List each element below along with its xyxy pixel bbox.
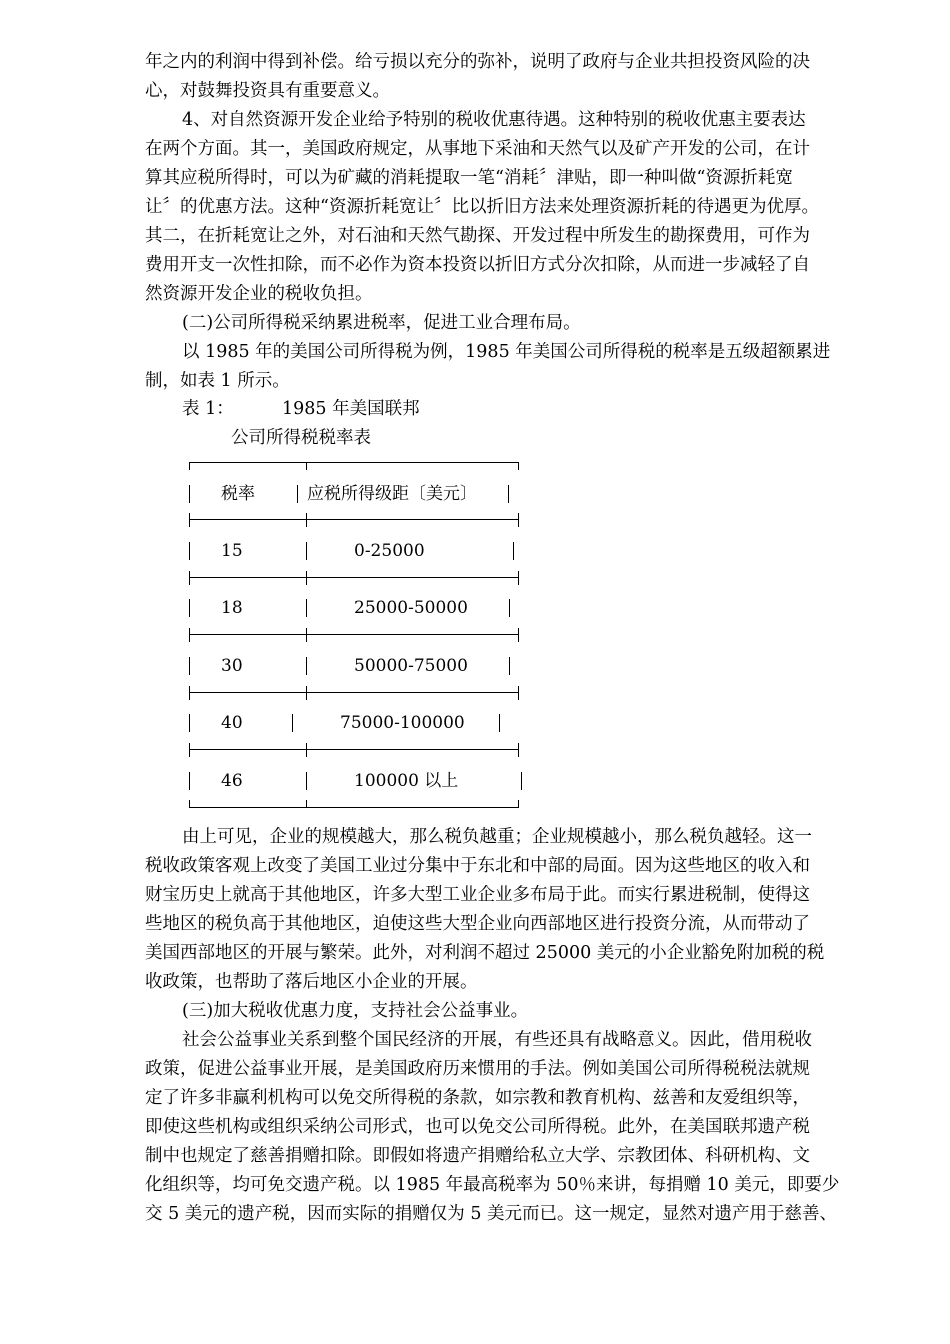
table-border (509, 657, 510, 675)
body-text-line: 4、对自然资源开发企业给予特别的税收优惠待遇。这种特别的税收优惠主要表达 (182, 110, 806, 130)
table-border (297, 485, 298, 503)
table-border (189, 462, 190, 470)
table-cell-rate: 15 (221, 541, 243, 561)
table-border (189, 628, 190, 642)
table-caption-title: 公司所得税税率表 (231, 428, 371, 448)
table-cell-rate: 18 (221, 598, 243, 618)
table-border (518, 571, 519, 585)
table-cell-bracket: 50000-75000 (354, 656, 468, 676)
table-cell-bracket: 0-25000 (354, 541, 425, 561)
table-border (518, 513, 519, 527)
table-border (306, 686, 307, 700)
table-rule (189, 692, 519, 693)
body-text-line: 定了许多非赢利机构可以免交所得税的条款，如宗教和教育机构、兹善和友爱组织等， (145, 1088, 810, 1108)
table-rule (189, 462, 519, 463)
table-border (189, 657, 190, 675)
table-rule (189, 749, 519, 750)
body-text-line: 制中也规定了慈善捐赠扣除。即假如将遗产捐赠给私立大学、宗教团体、科研机构、文 (145, 1146, 810, 1166)
body-text-line: 以 1985 年的美国公司所得税为例，1985 年美国公司所得税的税率是五级超额累进 (182, 342, 831, 362)
table-rule (189, 634, 519, 635)
body-text-line: 交 5 美元的遗产税，因而实际的捐赠仅为 5 美元而已。这一规定，显然对遗产用于慈善、 (145, 1204, 838, 1224)
body-text-line: 在两个方面。其一，美国政府规定，从事地下采油和天然气以及矿产开发的公司，在计 (145, 139, 810, 159)
table-border (306, 513, 307, 527)
table-caption-title: 1985 年美国联邦 (282, 399, 420, 419)
table-border (518, 462, 519, 470)
section-heading: (三)加大税收优惠力度，支持社会公益事业。 (182, 1001, 529, 1021)
body-text-line: 政策，促进公益事业开展，是美国政府历来惯用的手法。例如美国公司所得税税法就规 (145, 1059, 810, 1079)
table-border (513, 542, 514, 560)
body-text-line: 社会公益事业关系到整个国民经济的开展，有些还具有战略意义。因此，借用税收 (182, 1030, 812, 1050)
table-border (518, 628, 519, 642)
body-text-line: 年之内的利润中得到补偿。给亏损以充分的弥补，说明了政府与企业共担投资风险的决 (145, 52, 810, 72)
table-border (189, 599, 190, 617)
table-border (189, 772, 190, 790)
body-text-line: 税收政策客观上改变了美国工业过分集中于东北和中部的局面。因为这些地区的收入和 (145, 856, 810, 876)
table-border (189, 542, 190, 560)
table-border (306, 462, 307, 470)
body-text-line: 化组织等，均可免交遗产税。以 1985 年最高税率为 50％来讲，每捐赠 10 美元，即要少 (145, 1175, 840, 1195)
table-border (518, 743, 519, 757)
body-text-line: 其二，在折耗宽让之外，对石油和天然气勘探、开发过程中所发生的勘探费用，可作为 (145, 226, 810, 246)
table-rule (189, 807, 519, 808)
table-border (189, 571, 190, 585)
table-border (292, 714, 293, 732)
table-border (189, 800, 190, 808)
body-text-line: 收政策，也帮助了落后地区小企业的开展。 (145, 972, 478, 992)
table-border (189, 485, 190, 503)
table-cell-bracket: 25000-50000 (354, 598, 468, 618)
table-border (518, 800, 519, 808)
table-border (509, 599, 510, 617)
table-border (189, 686, 190, 700)
table-border (306, 743, 307, 757)
body-text-line: 由上可见，企业的规模越大，那么税负越重；企业规模越小，那么税负越轻。这一 (182, 827, 812, 847)
table-border (508, 485, 509, 503)
body-text-line: 些地区的税负高于其他地区，迫使这些大型企业向西部地区进行投资分流，从而带动了 (145, 914, 810, 934)
table-border (306, 628, 307, 642)
table-border (499, 714, 500, 732)
table-cell-rate: 46 (221, 771, 243, 791)
table-border (306, 800, 307, 808)
table-border (306, 657, 307, 675)
body-text-line: 然资源开发企业的税收负担。 (145, 284, 373, 304)
body-text-line: 美国西部地区的开展与繁荣。此外，对利润不超过 25000 美元的小企业豁免附加税的税 (145, 943, 825, 963)
table-border (306, 772, 307, 790)
table-border (521, 772, 522, 790)
body-text-line: 让〞的优惠方法。这种“资源折耗宽让〞比以折旧方法来处理资源折耗的待遇更为优厚。 (145, 197, 819, 217)
table-cell-rate: 30 (221, 656, 243, 676)
body-text-line: 费用开支一次性扣除，而不必作为资本投资以折旧方式分次扣除，从而进一步减轻了自 (145, 255, 810, 275)
table-border (189, 743, 190, 757)
body-text-line: 即使这些机构或组织采纳公司形式，也可以免交公司所得税。此外，在美国联邦遗产税 (145, 1117, 810, 1137)
table-header-rate: 税率 (221, 484, 255, 504)
table-rule (189, 577, 519, 578)
tax-rate-table (189, 462, 519, 810)
table-border (518, 686, 519, 700)
table-cell-bracket: 75000-100000 (340, 713, 465, 733)
body-text-line: 财宝历史上就高于其他地区，许多大型工业企业多布局于此。而实行累进税制，使得这 (145, 885, 810, 905)
table-rule (189, 519, 519, 520)
table-border (306, 599, 307, 617)
section-heading: (二)公司所得税采纳累进税率，促进工业合理布局。 (182, 313, 581, 333)
body-text-line: 制，如表 1 所示。 (145, 371, 290, 391)
table-cell-bracket: 100000 以上 (354, 771, 459, 791)
body-text-line: 算其应税所得时，可以为矿藏的消耗提取一笔“消耗〞津贴，即一种叫做“资源折耗宽 (145, 168, 793, 188)
body-text-line: 心，对鼓舞投资具有重要意义。 (145, 81, 390, 101)
table-border (306, 542, 307, 560)
table-header-bracket: 应税所得级距〔美元〕 (307, 484, 477, 504)
table-cell-rate: 40 (221, 713, 243, 733)
table-border (306, 571, 307, 585)
table-border (189, 714, 190, 732)
table-border (189, 513, 190, 527)
table-caption-label: 表 1： (182, 399, 234, 419)
